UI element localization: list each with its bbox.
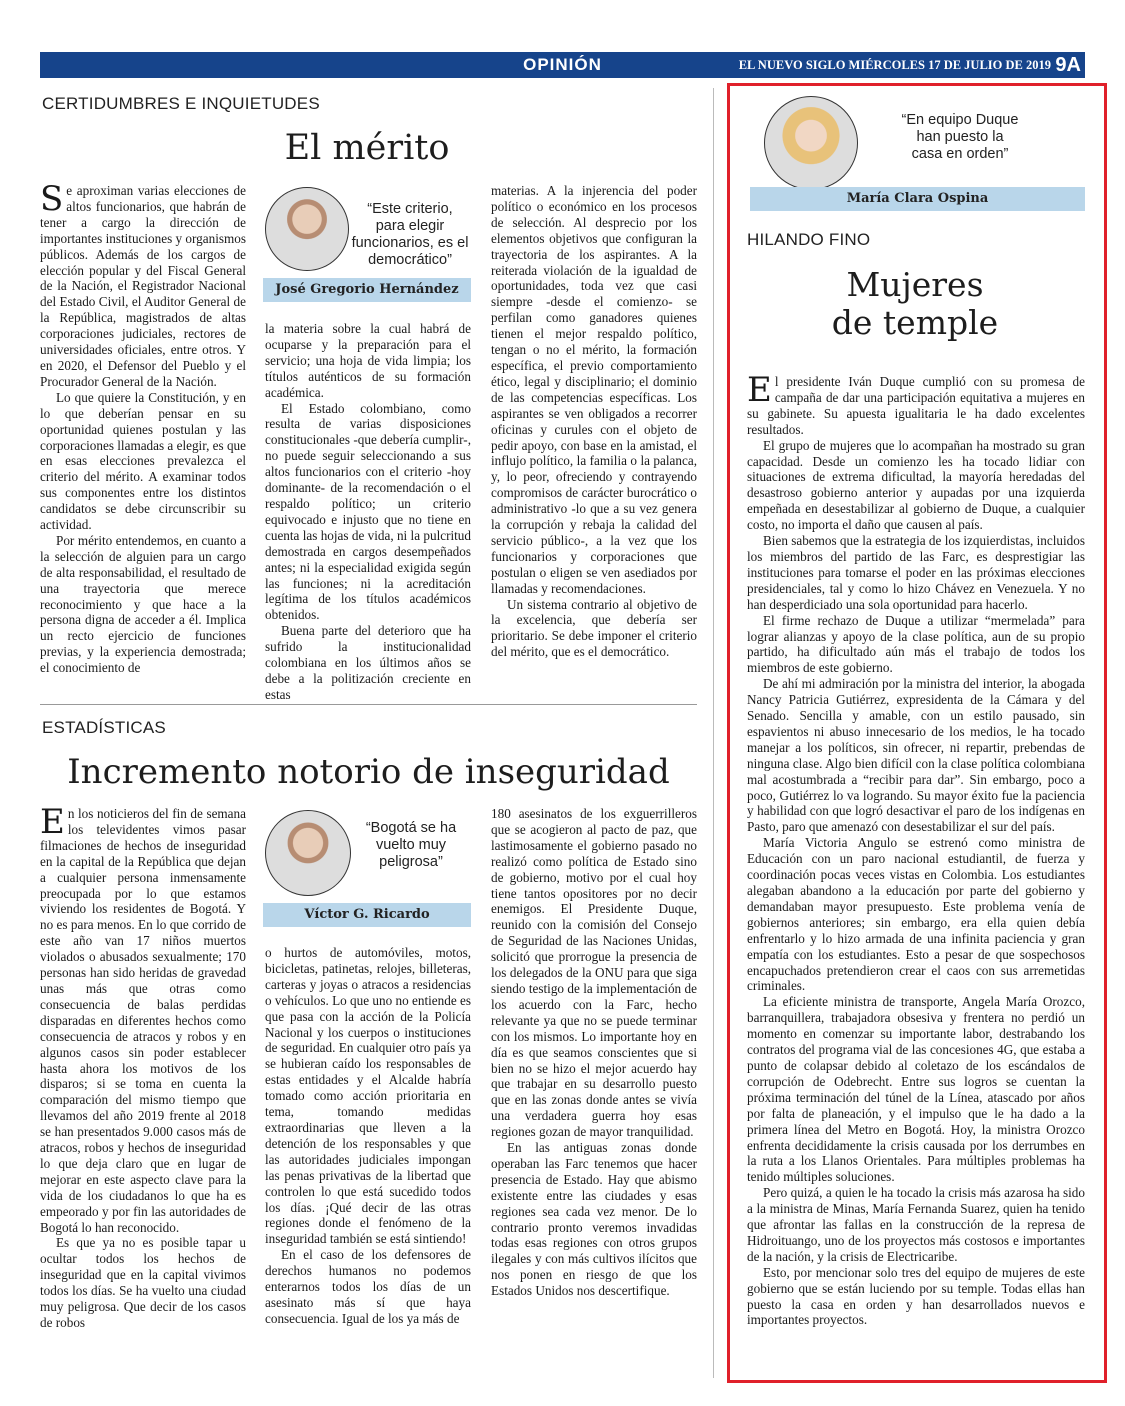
article2-paragraph: En el caso de los defensores de derechos humanos no podemos enterarnos todos los días de un asesinato más sí que haya consecuencia. Igual de los ya más de <box>265 1247 471 1326</box>
article1-paragraph: Buena parte del deterioro que ha sufrido la institucionalidad colombiana en los últimos años se debe a la politización creciente en estas <box>265 623 471 702</box>
article3-paragraph: Bien sabemos que la estrategia de los izquierdistas, incluidos los miembros del partido de las Farc, es desprestigiar las instituciones para tomarse el poder en las próximas elecciones presidenciales, tal y como lo hizo Chávez en Venezuela. Y no han desperdiciado una sola oportunidad para hacerlo. <box>747 533 1085 612</box>
article2-column-2 <box>265 945 471 1354</box>
article2-column-1 <box>40 802 246 1354</box>
author-name: María Clara Ospina <box>750 187 1085 211</box>
article2-column-3 <box>491 806 697 1354</box>
article2-paragraph: 180 asesinatos de los exguerrilleros que se acogieron al pacto de paz, que lastimosamente el gobierno pasado no realizó como política de Estado sino de gobierno, motivo por el cual hoy tiene tantos opositores por no decir enemigos. El Presidente Duque, reunido con la comisión del Consejo de Seguridad de las Naciones Unidas, solicitó que prorrogue la presencia de los delegados de la ONU para que siga siendo testigo de la implementación de los acuerdo con la Farc, hecho relevante ya que no se puede terminar con los mismos. Lo importante hoy en día es que seamos conscientes que si bien no se hizo el mejor acuerdo hay que trabajar en su desarrollo puesto que en las zonas donde antes se vivía una verdadera guerra hoy esas regiones gozan de mayor tranquilidad. <box>491 806 697 1140</box>
article1-column-3 <box>491 183 697 685</box>
article1-kicker: CERTIDUMBRES E INQUIETUDES <box>42 94 320 113</box>
article3-paragraph: Pero quizá, a quien le ha tocado la crisis más azarosa ha sido a la ministra de Minas, María Fernanda Suarez, quien ha tenido que afrontar las fallas en la construcción de la represa de Hidroituango, uno de los proyectos más costosos e importantes de la nación, y la crisis de Electricaribe. <box>747 1185 1085 1264</box>
article2-kicker: ESTADÍSTICAS <box>42 718 166 737</box>
article1-paragraph: la materia sobre la cual habrá de ocuparse y la preparación para el servicio; una hoja de vida limpia; los títulos auténticos de su formación académica. <box>265 321 471 400</box>
article2-paragraph: En las antiguas zonas donde operaban las Farc tenemos que hacer presencia de Estado. Hay que abismo existente entre las ciudades y esas regiones sea cada vez menor. De lo contrario pronto veremos invadidas todas esas regiones con otros grupos ilegales y con más cultivos ilícitos que nos ponen en riesgo de que los Estados Unidos nos descertifique. <box>491 1140 697 1299</box>
article1-paragraph: Un sistema contrario al objetivo de la excelencia, que debería ser prioritario. Se debe imponer el criterio del mérito, que es el democrático. <box>491 596 697 660</box>
article1-paragraph: e aproximan varias elecciones de altos funcionarios, que habrán de tener a cargo la dirección de importantes instituciones y organismos públicos. Además de los cargos de elección popular y del Fiscal General de la Nación, el Registrador Nacional del Estado Civil, el Auditor General de la República, magistrados de altas corporaciones judiciales, rectores de universidades oficiales, entre otros. Y en 2020, el Defensor del Pueblo y el Procurador General de la Nación. <box>40 183 246 389</box>
article2-paragraph: Es que ya no es posible tapar u ocultar todos los hechos de inseguridad que en la capital vivimos todos los días. Se ha vuelto una ciudad muy peligrosa. Que decir de los casos de robos <box>40 1235 246 1330</box>
article1-column-2 <box>265 321 471 702</box>
article3-paragraph: El firme rechazo de Duque a utilizar “mermelada” para lograr alianzas y apoyo de la clase política, aun de su propio partido, ha dificultado aún más el trabajo de todos los miembros de este gobierno. <box>747 612 1085 676</box>
article2-author-box <box>263 806 471 928</box>
article1-dropcap: S <box>40 179 64 219</box>
author-photo <box>265 810 351 896</box>
article3-paragraph: De ahí mi admiración por la ministra del interior, la abogada Nancy Patricia Gutiérrez, expresidenta de la Cámara y del Senado. Sencilla y amable, con un estilo pausado, sin espavientos ni abuso innecesario de los medios, le ha tocado manejar a los políticos, sin ofrecer, ni repartir, prebendas de ninguna clase. Algo bien difícil con la clase política colombiana mal acostumbrada a “recibir para dar”. Sin embargo, poco a poco, Gutiérrez lo va logrando. Su mayor éxito fue la paciencia y habilidad con que logró desactivar el paro de los indígenas en Pasto, paro que amenazó con desestabilizar el sur del país. <box>747 676 1085 835</box>
author-photo <box>764 96 858 190</box>
article1-author-box <box>263 183 471 303</box>
article3-paragraph: El grupo de mujeres que lo acompañan ha mostrado su gran capacidad. Desde un comienzo les ha tocado lidiar con situaciones de extrema dificultad, la mayoría heredadas del desastroso gobierno anterior y aupadas por una izquierda empeñada en desestabilizar al gobierno de Duque, a cualquier costo, no importa el daño que causen al país. <box>747 437 1085 533</box>
article1-paragraph: El Estado colombiano, como resulta de varias disposiciones constitucionales -que debería cumplir-, no puede seguir seleccionando a sus altos funcionarios con el criterio -hoy dominante- de la recomendación o el respaldo político; un criterio equivocado e injusto que no tiene en cuenta las hojas de vida, ni la pulcritud demostrada en cargos desempeñados antes; ni la especialidad exigida según las funciones; ni la acreditación legítima de los títulos académicos obtenidos. <box>265 400 471 623</box>
author-pull-quote: “Este criterio, para elegir funcionarios, es el democrático” <box>351 201 469 268</box>
author-name: Víctor G. Ricardo <box>263 903 471 927</box>
article-divider <box>40 704 697 705</box>
author-pull-quote: “Bogotá se ha vuelto muy peligrosa” <box>365 820 457 870</box>
article1-title: El mérito <box>284 128 450 168</box>
article3-paragraph: María Victoria Angulo se estrenó como ministra de Educación con un paro nacional estudiantil, de fuerza y coordinación pocas veces vistas en Colombia. Los estudiantes alegaban abandono a la educación por parte del gobierno y demandaban mayor presupuesto. Este problema venía de gobiernos anteriores; sin embargo, era ella quien debía enfrentarlo y lo hizo armada de una infinita paciencia y gran empatía con los estudiantes. Esto a pesar de que sospechosos encapuchados pretendieron crear el caos con sus arremetidas criminales. <box>747 835 1085 994</box>
article2-paragraph: o hurtos de automóviles, motos, bicicletas, patinetas, relojes, billeteras, carteras y joyas o atracos a residencias o vehículos. Lo que uno no entiende es que pasa con la acción de la Policía Nacional y los cuerpos o instituciones de seguridad. En cualquier otro país ya se hubieran caído los responsables de estas entidades y el Alcalde habría tomado como acción prioritaria en tema, tomando medidas extraordinarias que lleven a la detención de los responsables y que las autoridades judiciales impongan las penas privativas de la libertad que controlen lo que está sucedido todos los días. ¡Qué decir de las otras regiones donde el fenómeno de la inseguridad también se está sintiendo! <box>265 945 471 1247</box>
article2-dropcap: E <box>40 802 65 842</box>
article1-paragraph: Lo que quiere la Constitución, y en lo que deberían pensar en su oportunidad quienes postulan y las corporaciones llamadas a elegir, es que en esas elecciones prevalezca el criterio del mérito. A examinar todos sus componentes entre los distintos candidatos se debe circunscribir su actividad. <box>40 389 246 533</box>
article3-title-line: Mujeres <box>846 265 984 304</box>
article1-paragraph: materias. A la injerencia del poder político o económico en los procesos de selección. Al desprecio por los elementos objetivos que configuran la trayectoria de los aspirantes. A la reiterada violación de la igualdad de oportunidades, toda vez que casi siempre -desde el comienzo- se perfilan como ganadores quienes tienen el mejor respaldo político, tengan o no el mérito, la formación específica, el previo comportamiento ético, legal y disciplinario; el dominio de las competencias específicas. Los aspirantes se ven obligados a recorrer oficinas y curules con el objeto de pedir apoyo, con base en la amistad, el influjo político, la familia o la palanca, y, lo peor, ofreciendo y contrayendo compromisos de carácter burocrático o administrativo -lo que a su vez genera la corrupción y rebaja la calidad del servicio público-, a la vez que los funcionarios y corporaciones que postulan o eligen se ven asediados por llamadas y recomendaciones. <box>491 183 697 596</box>
section-title: OPINIÓN <box>523 55 602 74</box>
author-name: José Gregorio Hernández <box>263 278 471 302</box>
article3-author-box <box>750 90 1085 212</box>
section-header-bar <box>40 52 1085 78</box>
article1-column-1 <box>40 179 246 685</box>
article2-paragraph: n los noticieros del fin de semana los televidentes vimos pasar filmaciones de hechos de inseguridad en la capital de la República que dejan a cualquier persona inmensamente preocupada por lo que estamos viviendo los residentes de Bogotá. Y no es para menos. En lo que corrido de este año van 17 niños muertos violados o abusados sexualmente; 170 personas han sido heridas de gravedad unas más que otras como consecuencia de balas perdidas disparadas en diferentes hechos como consecuencia de atracos y robos y en algunos casos sin poder establecer hasta ahora los motivos de los disparos; si se toma en cuenta la comparación del mismo tiempo que llevamos del año 2019 frente al 2018 se han presentados 9.000 casos más de atracos, robos y hechos de inseguridad lo que deja claro que en lugar de mejorar en este aspecto clave para la vida de los ciudadanos lo que ha es empeorado y por fin las autoridades de Bogotá lo han reconocido. <box>40 806 246 1235</box>
article3-title-line: de temple <box>831 303 999 342</box>
author-photo <box>265 187 349 271</box>
article3-title <box>747 266 1083 342</box>
author-pull-quote: “En equipo Duque han puesto la casa en orden” <box>901 112 1019 162</box>
article3-paragraph: l presidente Iván Duque cumplió con su promesa de campaña de dar una participación equitativa a mujeres en su gabinete. Su apuesta igualitaria le ha dado excelentes resultados. <box>747 374 1085 437</box>
issue-dateline: EL NUEVO SIGLO MIÉRCOLES 17 DE JULIO DE 2019 <box>738 58 1051 72</box>
column-divider <box>713 88 714 1378</box>
article3-dropcap: E <box>747 370 772 410</box>
page-number: 9A <box>1055 54 1081 76</box>
article1-paragraph: Por mérito entendemos, en cuanto a la selección de alguien para un cargo de alta responsabilidad, el resultado de una trayectoria que merece reconocimiento y que hace a la persona digna de acceder a él. Implica un recto ejercicio de funciones previas, y la experiencia demostrada; el conocimiento de <box>40 532 246 676</box>
article3-kicker: HILANDO FINO <box>747 230 871 249</box>
article3-paragraph: Esto, por mencionar solo tres del equipo de mujeres de este gobierno que se están luciendo por su temple. Todas ellas han puesto la casa en orden y han desarrollados nuevos e importantes proyectos. <box>747 1264 1085 1328</box>
article3-body <box>747 370 1085 1364</box>
article3-paragraph: La eficiente ministra de transporte, Angela María Orozco, barranquillera, trabajadora obsesiva y frentera no perdió un momento en comenzar su importante labor, destrabando los contratos del programa vial de las concesiones 4G, que estaba a punto de colapsar debido al coletazo de los escándalos de corrupción de Odebrecht. Entre sus logros se cuentan la próxima terminación del túnel de la Línea, atascado por años por falta de planeación, y el impulso que le ha dado a la primera línea del Metro en Bogotá. Hoy, la ministra Orozco enfrenta decididamente la crisis causada por los derrumbes en la ruta a los Llanos Orientales. Para múltiples problemas ha tenido múltiples soluciones. <box>747 994 1085 1185</box>
article2-title: Incremento notorio de inseguridad <box>67 752 670 792</box>
